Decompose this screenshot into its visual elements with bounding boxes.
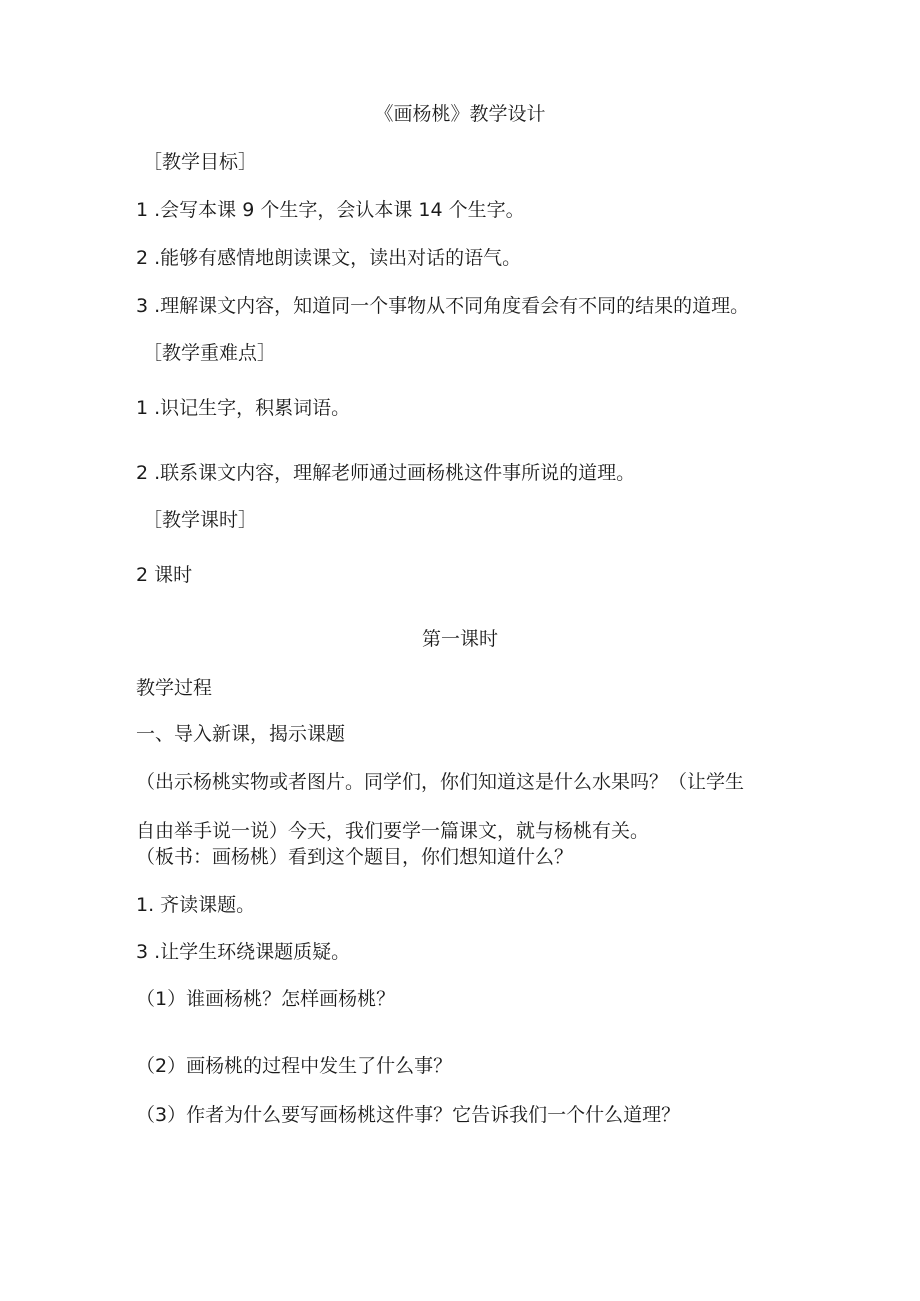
key-points-heading: ［教学重难点］	[143, 342, 277, 364]
intro-paragraph-line: 自由举手说一说）今天，我们要学一篇课文，就与杨桃有关。	[136, 820, 650, 842]
hours-value: 2 课时	[136, 564, 193, 586]
key-point-item: 1 .识记生字，积累词语。	[136, 397, 351, 419]
objectives-heading: ［教学目标］	[143, 151, 258, 173]
key-point-item: 2 .联系课文内容，理解老师通过画杨桃这件事所说的道理。	[136, 462, 636, 484]
question-item: （1）谁画杨桃？怎样画杨桃？	[136, 988, 396, 1010]
process-heading: 教学过程	[136, 677, 213, 699]
document-title: 《画杨桃》教学设计	[374, 103, 546, 125]
objective-item: 2 .能够有感情地朗读课文，读出对话的语气。	[136, 247, 522, 269]
section-one-heading: 一、导入新课，揭示课题	[136, 723, 346, 745]
intro-paragraph-line: （出示杨桃实物或者图片。同学们，你们知道这是什么水果吗？（让学生	[136, 771, 745, 793]
lesson-one-title: 第一课时	[421, 628, 498, 650]
step-item: 3 .让学生环绕课题质疑。	[136, 941, 351, 963]
objective-item: 1 .会写本课 9 个生字，会认本课 14 个生字。	[136, 199, 525, 221]
objective-item: 3 .理解课文内容，知道同一个事物从不同角度看会有不同的结果的道理。	[136, 295, 750, 317]
intro-paragraph-line: （板书：画杨桃）看到这个题目，你们想知道什么？	[136, 846, 574, 868]
question-item: （3）作者为什么要写画杨桃这件事？它告诉我们一个什么道理？	[136, 1104, 681, 1126]
question-item: （2）画杨桃的过程中发生了什么事？	[136, 1055, 453, 1077]
hours-heading: ［教学课时］	[143, 509, 258, 531]
step-item: 1. 齐读课题。	[136, 894, 256, 916]
